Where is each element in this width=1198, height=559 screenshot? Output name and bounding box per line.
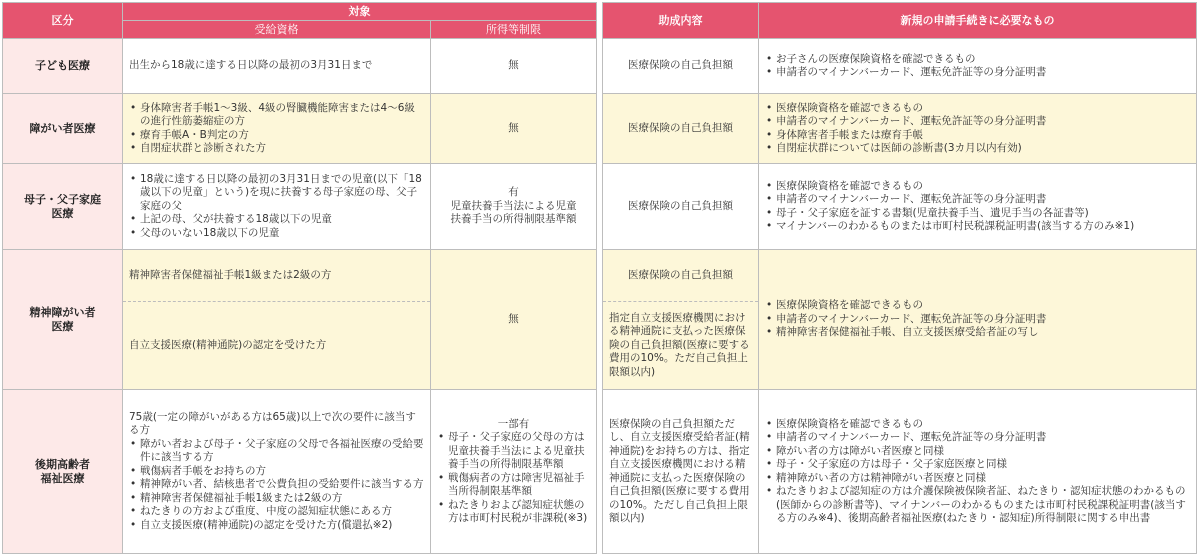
- list-item: • 身体障害者手帳または療育手帳: [765, 129, 1190, 143]
- eligibility-mental-b: 自立支援医療(精神通院)の認定を受けた方: [123, 302, 431, 390]
- category-elderly: 後期高齢者 福祉医療: [3, 390, 123, 554]
- row-mental-a: [603, 250, 1197, 302]
- eligibility-single-parent: [123, 164, 431, 250]
- income-single-parent: 有 児童扶養手当法による児童 扶養手当の所得制限基準額: [431, 164, 597, 250]
- list-item: • 療育手帳A・B判定の方: [129, 129, 424, 143]
- list-item: • 戦傷病者手帳をお持ちの方: [129, 465, 424, 479]
- list-item: • 身体障害者手帳1～3級、4級の腎臓機能障害または4～6級の進行性筋萎縮症の方: [129, 102, 424, 129]
- list-item: • 医療保険資格を確認できるもの: [765, 299, 1190, 313]
- row-child: [3, 39, 597, 94]
- list-item: • 精神障がい者の方は精神障がい者医療と同様: [765, 472, 1190, 486]
- list-item: • 申請者のマイナンバーカード、運転免許証等の身分証明書: [765, 66, 1190, 80]
- header-income-limit: 所得等制限: [431, 21, 597, 39]
- subsidy-mental-a: 医療保険の自己負担額: [603, 250, 759, 302]
- list-item: • 上記の母、父が扶養する18歳以下の児童: [129, 213, 424, 227]
- row-single-parent: [603, 164, 1197, 250]
- row-disability: [603, 94, 1197, 164]
- income-disability: 無: [431, 94, 597, 164]
- subsidy-table: [602, 2, 1197, 554]
- required-mental: [759, 250, 1197, 390]
- category-child: 子ども医療: [3, 39, 123, 94]
- subsidy-child: 医療保険の自己負担額: [603, 39, 759, 94]
- row-elderly: [3, 390, 597, 554]
- income-mental: 無: [431, 250, 597, 390]
- list-item: • 申請者のマイナンバーカード、運転免許証等の身分証明書: [765, 115, 1190, 129]
- list-item: • 自閉症状群と診断された方: [129, 142, 424, 156]
- list-item: • 自閉症状群については医師の診断書(3カ月以内有効): [765, 142, 1190, 156]
- subsidy-disability: 医療保険の自己負担額: [603, 94, 759, 164]
- row-single-parent: [3, 164, 597, 250]
- required-child: [759, 39, 1197, 94]
- header-target: 対象: [123, 3, 597, 21]
- list-item: • 母子・父子家庭の方は母子・父子家庭医療と同様: [765, 458, 1190, 472]
- list-item: • お子さんの医療保険資格を確認できるもの: [765, 53, 1190, 67]
- list-item: • 申請者のマイナンバーカード、運転免許証等の身分証明書: [765, 431, 1190, 445]
- list-item: • 母子・父子家庭を証する書類(児童扶養手当、遺児手当の各証書等): [765, 207, 1190, 221]
- subsidy-mental-b: 指定自立支援医療機関における精神通院に支払った医療保険の自己負担額(医療に要する費用の10%。ただ自己負担上限額以内): [603, 302, 759, 390]
- header-subsidy: 助成内容: [603, 3, 759, 39]
- row-disability: [3, 94, 597, 164]
- list-item: • 医療保険資格を確認できるもの: [765, 418, 1190, 432]
- subsidy-single-parent: 医療保険の自己負担額: [603, 164, 759, 250]
- subsidy-elderly: 医療保険の自己負担額ただし、自立支援医療受給者証(精神通院)をお持ちの方は、指定自立支援医療機関における精神通院に支払った医療保険の自己負担額(医療に要する費用の10%。ただし自己負担上限額以内): [603, 390, 759, 554]
- eligibility-mental-a: 精神障害者保健福祉手帳1級または2級の方: [123, 250, 431, 302]
- category-single-parent: 母子・父子家庭 医療: [3, 164, 123, 250]
- list-item: • 障がい者の方は障がい者医療と同様: [765, 445, 1190, 459]
- list-item: • 父母のいない18歳以下の児童: [129, 227, 424, 241]
- list-item: • 精神障がい者、結核患者で公費負担の受給要件に該当する方: [129, 478, 424, 492]
- required-disability: [759, 94, 1197, 164]
- list-item: • 障がい者および母子・父子家庭の父母で各福祉医療の受給要件に該当する方: [129, 438, 424, 465]
- header-category: 区分: [3, 3, 123, 39]
- list-item: • 申請者のマイナンバーカード、運転免許証等の身分証明書: [765, 193, 1190, 207]
- header-eligibility: 受給資格: [123, 21, 431, 39]
- eligibility-table: [2, 2, 597, 554]
- category-disability: 障がい者医療: [3, 94, 123, 164]
- list-item: • 18歳に達する日以降の最初の3月31日までの児童(以下「18歳以下の児童」という)を現に扶養する母子家庭の母、父子家庭の父: [129, 173, 424, 214]
- list-item: • 自立支援医療(精神通院)の認定を受けた方(償還払※2): [129, 519, 424, 533]
- list-item: • 戦傷病者の方は障害児福祉手当所得制限基準額: [437, 472, 590, 499]
- required-single-parent: [759, 164, 1197, 250]
- list-item: • 精神障害者保健福祉手帳1級または2級の方: [129, 492, 424, 506]
- list-item: • 医療保険資格を確認できるもの: [765, 102, 1190, 116]
- row-elderly: [603, 390, 1197, 554]
- eligibility-child: 出生から18歳に達する日以降の最初の3月31日まで: [123, 39, 431, 94]
- eligibility-elderly: 75歳(一定の障がいがある方は65歳)以上で次の要件に該当する方 • 障がい者および母子・父子家庭の父母で各福祉医療の受給要件に該当する方 • 戦傷病者手帳をお持ちの方 • 精神障がい者、結核患者で公費負担の受給要件に該当する方 • 精神障害者保健福祉手帳1級または2級の方 • ねたきりの方および重度、中度の認知症状態にある方 • 自立支援医療(精神通院)の認定を受けた方(償還払※2): [123, 390, 431, 554]
- list-item: • 申請者のマイナンバーカード、運転免許証等の身分証明書: [765, 313, 1190, 327]
- list-item: • ねたきりおよび認知症状態の方は市町村民税が非課税(※3): [437, 499, 590, 526]
- category-mental: 精神障がい者 医療: [3, 250, 123, 390]
- list-item: • 精神障害者保健福祉手帳、自立支援医療受給者証の写し: [765, 326, 1190, 340]
- row-child: [603, 39, 1197, 94]
- list-item: • マイナンバーのわかるものまたは市町村民税課税証明書(該当する方のみ※1): [765, 220, 1190, 234]
- header-required: 新規の申請手続きに必要なもの: [759, 3, 1197, 39]
- list-item: • ねたきりおよび認知症の方は介護保険被保険者証、ねたきり・認知症状態のわかるもの(医師からの診断書等)、マイナンバーのわかるものまたは市町村民税課税証明書(該当する方のみ※4)、後期高齢者福祉医療(ねたきり・認知症)所得制限に関する申出書: [765, 485, 1190, 526]
- eligibility-disability: [123, 94, 431, 164]
- income-child: 無: [431, 39, 597, 94]
- list-item: • 母子・父子家庭の父母の方は児童扶養手当法による児童扶養手当の所得制限基準額: [437, 431, 590, 472]
- income-elderly: 一部有 • 母子・父子家庭の父母の方は児童扶養手当法による児童扶養手当の所得制限基準額 • 戦傷病者の方は障害児福祉手当所得制限基準額 • ねたきりおよび認知症状態の方は市町村民税が非課税(※3): [431, 390, 597, 554]
- required-elderly: [759, 390, 1197, 554]
- row-mental-a: [3, 250, 597, 302]
- list-item: • ねたきりの方および重度、中度の認知症状態にある方: [129, 505, 424, 519]
- list-item: • 医療保険資格を確認できるもの: [765, 180, 1190, 194]
